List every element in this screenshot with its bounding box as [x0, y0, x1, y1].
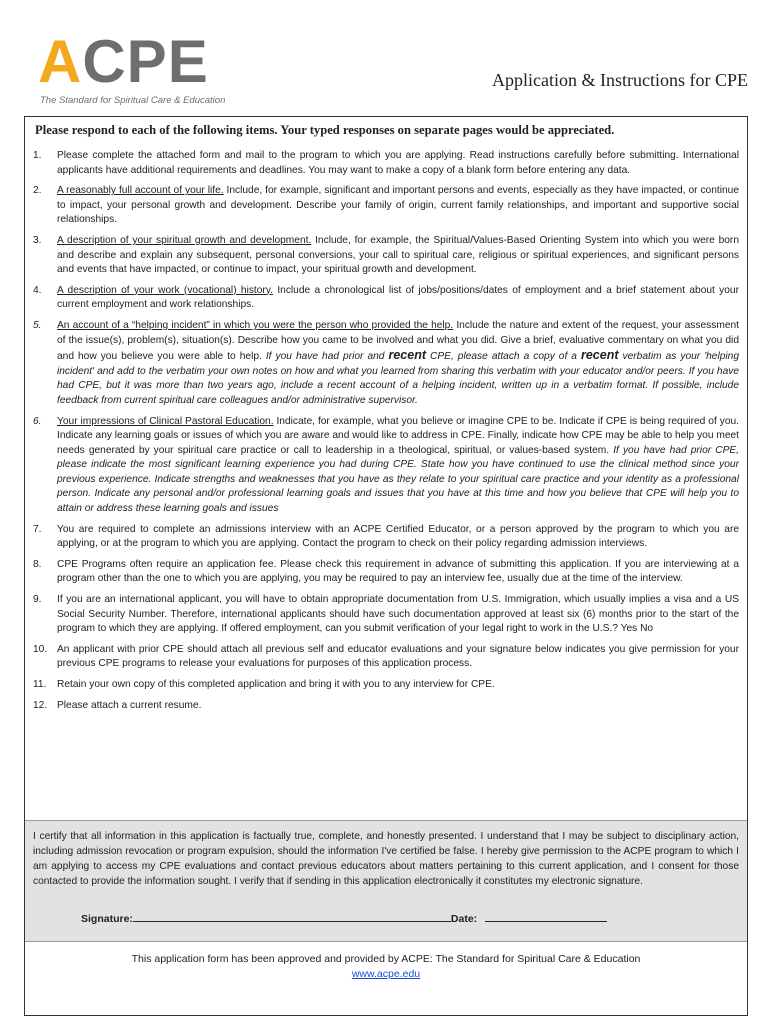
intro-heading: Please respond to each of the following items. Your typed responses on separate pages would be appreciated. — [35, 123, 615, 137]
emphasis-recent: recent — [388, 348, 426, 363]
certification-text: I certify that all information in this application is factually true, complete, and honestly presented. I understand that I may be subject to disciplinary action, including admission revocation or program expulsion, should the information I've certified be false. I hereby give permission to the ACPE program to which I am applying to access my CPE evaluations and contact previous educators about matters pertaining to this current application, and I consent for those contacted to provide the information sought. I verify that if sending in this application electronically it constitutes my electronic signature. — [33, 831, 739, 887]
item-text: An applicant with prior CPE should attach all previous self and educator evaluations and your signature below indicates you give permission for your previous CPE programs to release your evaluations for purposes of this application process. — [57, 643, 739, 670]
item-italic-text: CPE, please attach a copy of a — [426, 351, 581, 363]
item-heading: A description of your work (vocational) history. — [57, 284, 273, 296]
item-text: Include a chronological list of jobs/positions/dates of employment and a brief statement about your current employment and work relationships. — [57, 284, 739, 311]
signature-label: Signature: — [81, 913, 133, 925]
item-text: If you are an international applicant, you will have to obtain appropriate documentation from U.S. Immigration, which usually implies a visa and a US Social Security Number. Therefore, international applicants should have such documentation approved at least six (6) months prior to the start of the program to which they are applying. If offered employment, can you submit verification of your legal right to work in the U.S.? Yes No — [57, 594, 739, 635]
item-text: Retain your own copy of this completed application and bring it with you to any interview for CPE. — [57, 679, 495, 690]
footer — [25, 952, 747, 982]
list-item — [33, 699, 739, 714]
list-item — [33, 234, 739, 278]
item-number: 5. — [33, 319, 42, 331]
item-text: Please complete the attached form and mail to the program to which you are applying. Read instructions carefully before submitting. International applicants have additional requirements and deadlines. You may want to make a copy of a blank form before entering any data. — [57, 150, 739, 176]
acpe-logo — [38, 28, 248, 112]
item-italic-text: If you have had prior and — [265, 351, 389, 363]
list-item — [33, 643, 739, 672]
item-number: 2. — [33, 185, 42, 197]
emphasis-recent: recent — [580, 348, 619, 363]
item-number: 7. — [33, 523, 42, 535]
logo-tagline: The Standard for Spiritual Care & Education — [40, 95, 226, 106]
item-number: 10. — [33, 643, 48, 655]
item-number: 9. — [33, 594, 42, 606]
item-heading: A reasonably full account of your life. — [57, 185, 224, 197]
date-field[interactable] — [485, 910, 607, 922]
list-item — [33, 319, 739, 409]
logo-letter-a: A — [38, 28, 83, 95]
item-number: 6. — [33, 415, 42, 427]
item-number: 4. — [33, 284, 42, 296]
item-number: 8. — [33, 558, 42, 570]
footer-text: This application form has been approved and provided by ACPE: The Standard for Spiritual Care & Education — [131, 953, 641, 965]
signature-row — [81, 910, 607, 925]
item-text: Include the nature and extent of the request, your assessment of the issue(s), problem(s), situation(s). Describe how you came to be involved and what you did. Give a brief, evaluative commentary on what you did and how you believe you were able to help. — [57, 319, 739, 363]
item-italic-text: If you have had prior CPE, please indicate the most significant learning experience you had during CPE. State how you have continued to use the clinical method since your previous experience. Indicate strengths and weaknesses that you have as they relate to your spiritual care practice and your identity as a professional person. Indicate any personal and/or professional learning goals and issues that you have at this time and how you believe that CPE will help you to attain or address these learning goals and issues — [57, 444, 739, 515]
item-text: Include, for example, significant and important persons and events, especially as they have impacted, or continue to impact, your personal growth and development. Describe your family of origin, current family relationships, and important and supportive social relationships. — [57, 185, 739, 226]
list-item — [33, 558, 739, 587]
list-item — [33, 284, 739, 313]
item-text: You are required to complete an admissions interview with an ACPE Certified Educator, or a person approved by the program to which you are applying, or at the program to which you are applying. Contact the program to check on their policy regarding admission interviews. — [57, 523, 739, 550]
item-heading: Your impressions of Clinical Pastoral Education. — [57, 415, 274, 427]
list-item — [33, 149, 739, 178]
signature-field[interactable] — [133, 910, 451, 922]
item-italic-text: verbatim as your 'helping incident' and add to the verbatim your own notes on how and what you learned from sharing this verbatim with your educator and/or peers. If you have had CPE, but it was more than two years ago, include a recent account of a helping incident, written up in a verbatim format. If possible, include feedback from current spiritual care colleagues and/or administrative supervisor. — [57, 351, 739, 406]
logo-letters-cpe: CPE — [82, 28, 209, 95]
list-item — [33, 593, 739, 637]
instructions-box — [24, 116, 748, 1016]
item-heading: An account of a “helping incident” in which you were the person who provided the help. — [57, 319, 454, 331]
item-text: Please attach a current resume. — [57, 699, 202, 711]
item-text: CPE Programs often require an application fee. Please check this requirement in advance of submitting this application. If you are interviewing at a program other than the one to which you are applying, you may be required to pay an interview fee, usually due at the time of the interview. — [57, 558, 739, 585]
item-text: Indicate, for example, what you believe or imagine CPE to be. Indicate if CPE is being required of you. Indicate any learning goals or issues of which you are aware and would like to address in CPE. Finally, indicate how CPE may be able to help you meet needs generated by your spiritual care practice or call to leadership in a theological, spiritual, or values-based system. — [57, 415, 740, 456]
item-heading: A description of your spiritual growth and development. — [57, 234, 312, 246]
item-text: Include, for example, the Spiritual/Values-Based Orienting System into which you were born and describe and explain any subsequent, personal conversions, your call to spiritual care, religious or spiritual experiences, and significant persons and events that have impacted, or continue to impact, your spiritual growth and development. — [57, 234, 739, 276]
list-item — [33, 415, 739, 517]
document-title: Application & Instructions for CPE — [492, 70, 748, 90]
item-number: 11. — [33, 679, 47, 690]
list-item — [33, 184, 739, 228]
list-item — [33, 678, 739, 693]
acpe-website-link[interactable]: www.acpe.edu — [351, 968, 421, 980]
item-number: 3. — [33, 234, 42, 246]
item-number: 1. — [33, 150, 42, 161]
certification-section — [25, 820, 747, 942]
item-number: 12. — [33, 699, 48, 711]
logo-wordmark — [38, 28, 209, 95]
list-item — [33, 523, 739, 552]
date-label: Date: — [450, 913, 478, 925]
instruction-list — [33, 149, 739, 719]
